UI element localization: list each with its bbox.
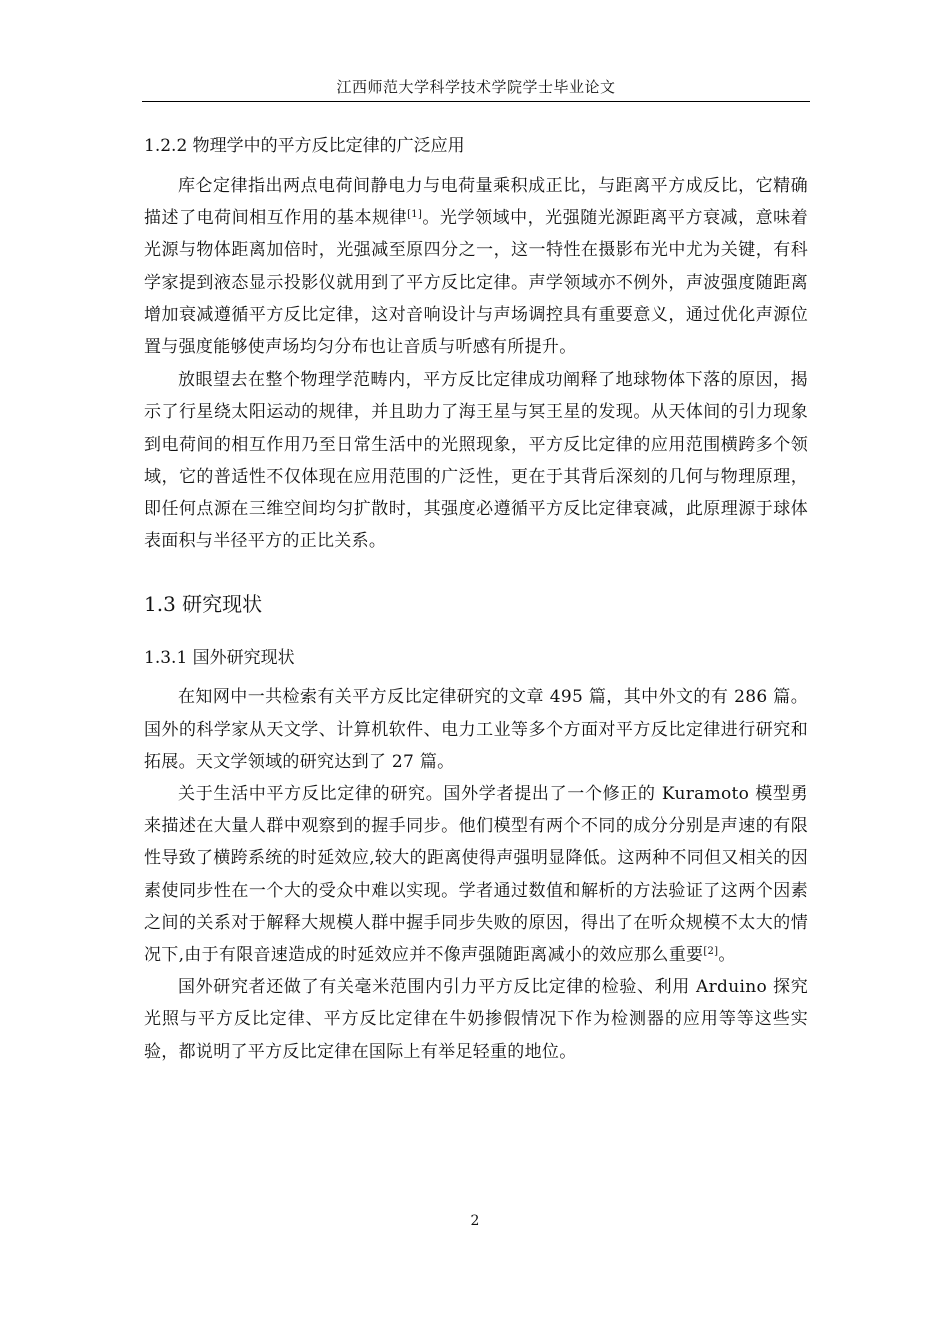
paragraph-experiments: 国外研究者还做了有关毫米范围内引力平方反比定律的检验、利用 Arduino 探究光照与平方反比定律、平方反比定律在牛奶掺假情况下作为检测器的应用等等这些实验，都说明了平方反比定律在国际上有举足轻重的地位。 bbox=[144, 977, 808, 1062]
subsection-heading-1-3-1: 1.3.1 国外研究现状 bbox=[144, 648, 295, 669]
paragraph-text: 关于生活中平方反比定律的研究。国外学者提出了一个修正的 Kuramoto 模型勇来描述在大量人群中观察到的握手同步。他们模型有两个不同的成分分别是声速的有限性导致了横跨系统的时延效应,较大的距离使得声强明显降低。这两种不同但又相关的因素使同步性在一个大的受众中难以实现。学者通过数值和解析的方法验证了这两个因素之间的关系对于解释大规模人群中握手同步失败的原因，得出了在听众规模不太大的情况下,由于有限音速造成的时延效应并不像声强随距离减小的效应那么重要 bbox=[144, 784, 808, 966]
running-header: 江西师范大学科学技术学院学士毕业论文 bbox=[336, 78, 616, 96]
section-heading-1-3: 1.3 研究现状 bbox=[144, 592, 263, 617]
citation-ref-1: [1] bbox=[407, 209, 423, 221]
header-rule bbox=[142, 101, 810, 102]
paragraph-coulomb-law bbox=[144, 170, 808, 363]
subsection-heading-1-2-2: 1.2.2 物理学中的平方反比定律的广泛应用 bbox=[144, 136, 465, 156]
paragraph-universality: 放眼望去在整个物理学范畴内，平方反比定律成功阐释了地球物体下落的原因，揭示了行星绕太阳运动的规律，并且助力了海王星与冥王星的发现。从天体间的引力现象到电荷间的相互作用乃至日常生活中的光照现象，平方反比定律的应用范围横跨多个领域，它的普适性不仅体现在应用范围的广泛性，更在于其背后深刻的几何与物理原理，即任何点源在三维空间均匀扩散时，其强度必遵循平方反比定律衰减，此原理源于球体表面积与半径平方的正比关系。 bbox=[144, 370, 808, 552]
paragraph-cnki-stats: 在知网中一共检索有关平方反比定律研究的文章 495 篇，其中外文的有 286 篇。国外的科学家从天文学、计算机软件、电力工业等多个方面对平方反比定律进行研究和拓展。天文学领域的研究达到了 27 篇。 bbox=[144, 687, 808, 772]
page-number: 2 bbox=[470, 1213, 480, 1229]
citation-ref-2: [2] bbox=[703, 946, 719, 958]
paragraph-text: 库仑定律指出两点电荷间静电力与电荷量乘积成正比，与距离平方成反比，它精确描述了电荷间相互作用的基本规律 bbox=[144, 176, 808, 229]
page-content bbox=[144, 130, 808, 1068]
paragraph-text: 。 bbox=[718, 945, 736, 966]
paragraph-text: 。光学领域中，光强随光源距离平方衰减，意味着光源与物体距离加倍时，光强减至原四分之一，这一特性在摄影布光中尤为关键，有科学家提到液态显示投影仪就用到了平方反比定律。声学领域亦不例外，声波强度随距离增加衰减遵循平方反比定律，这对音响设计与声场调控具有重要意义，通过优化声源位置与强度能够使声场均匀分布也让音质与听感有所提升。 bbox=[144, 208, 808, 358]
paragraph-kuramoto bbox=[144, 778, 808, 971]
